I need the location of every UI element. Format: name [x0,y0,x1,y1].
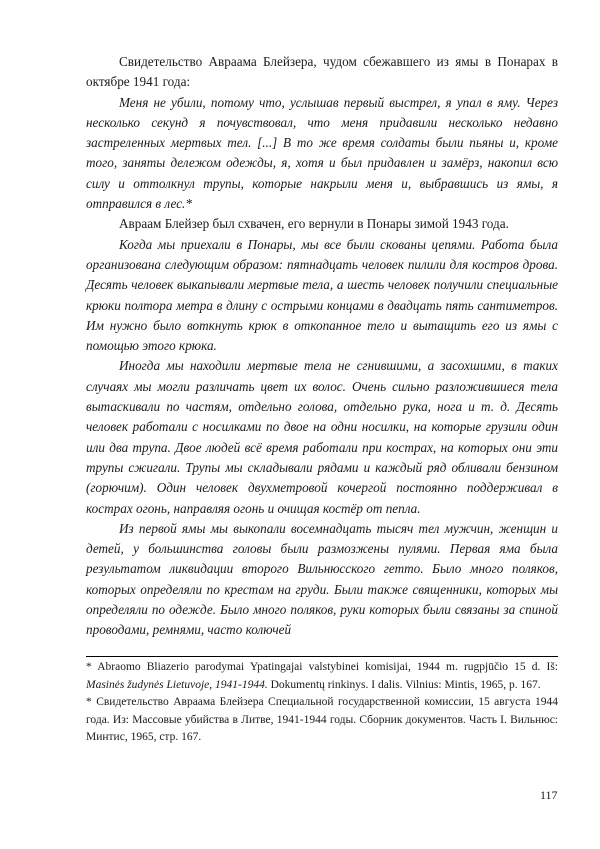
paragraph-testimony-3: Иногда мы находили мертвые тела не сгнившими, а засохшими, в таких случаях мы могли различать цвет их волос. Очень сильно разложившиеся тела вытаскивали по частям, отдельно голова, отдельно рука, нога и т. д. Десять человек работали с носилками по двое на одни носилки, на которые грузили один или два трупа. Двое людей всё время работали при кострах, на которых они эти трупы сжигали. Трупы мы складывали рядами и каждый ряд обливали бензином (горючим). Один человек двухметровой кочергой постоянно поддерживал в кострах огонь, направляя огонь и очищая костёр от пепла. [86,358,558,516]
paragraph-testimony-1: Меня не убили, потому что, услышав первый выстрел, я упал в яму. Через несколько секунд я почувствовал, что меня придавили несколько недавно застреленных мертвых тел. [...] В то же время солдаты были пьяны и, кроме того, заняты дележом одежды, я, хотя и был придавлен и замёрз, накопил всю силу и оттолкнул трупы, которые накрыли меня и, выбравшись из ямы, я отправился в лес.* [86,94,558,212]
footnotes [86,656,558,747]
page-number: 117 [540,788,558,802]
footnote-lithuanian [86,659,558,694]
paragraph-intro: Свидетельство Авраама Блейзера, чудом сбежавшего из ямы в Понарах в октябре 1941 года: [86,54,558,90]
paragraph-testimony-2: Когда мы приехали в Понары, мы все были скованы цепями. Работа была организована следующим образом: пятнадцать человек пилили для костров дрова. Десять человек выкапывали мертвые тела, а шесть человек получили специальные крюки полтора метра в длину с острыми концами в двадцать пять сантиметров. Им нужно было воткнуть крюк в откопанное тело и вытащить его из ямы с помощью этого крюка. [86,236,558,354]
footnote-lithuanian-prefix: * Abraomo Bliazerio parodymai Ypatingajai valstybinei komisijai, 1944 m. rugpjūčio 15 d. Iš: [86,661,558,673]
footnote-lithuanian-title: Masinės žudynės Lietuvoje, 1941-1944. [86,678,268,691]
main-text [86,52,558,641]
paragraph-testimony-4: Из первой ямы мы выкопали восемнадцать тысяч тел мужчин, женщин и детей, у большинства головы были размозжены пулями. Первая яма была результатом ликвидации второго Вильнюсского гетто. Было много поляков, которых определяли по крестам на груди. Были также священники, которых мы определяли по одежде. Было много поляков, руки которых были связаны за спиной проводами, ремнями, часто колючей [86,520,558,638]
paragraph-recaptured: Авраам Блейзер был схвачен, его вернули в Понары зимой 1943 года. [119,216,509,232]
footnote-russian: * Свидетельство Авраама Блейзера Специальной государственной комиссии, 15 августа 1944 года. Из: Массовые убийства в Литве, 1941-1944 годы. Сборник документов. Часть I. Вильнюс: Минтис, 1965, стр. 167. [86,696,558,743]
footnote-lithuanian-suffix: Dokumentų rinkinys. I dalis. Vilnius: Mintis, 1965, p. 167. [267,678,541,691]
